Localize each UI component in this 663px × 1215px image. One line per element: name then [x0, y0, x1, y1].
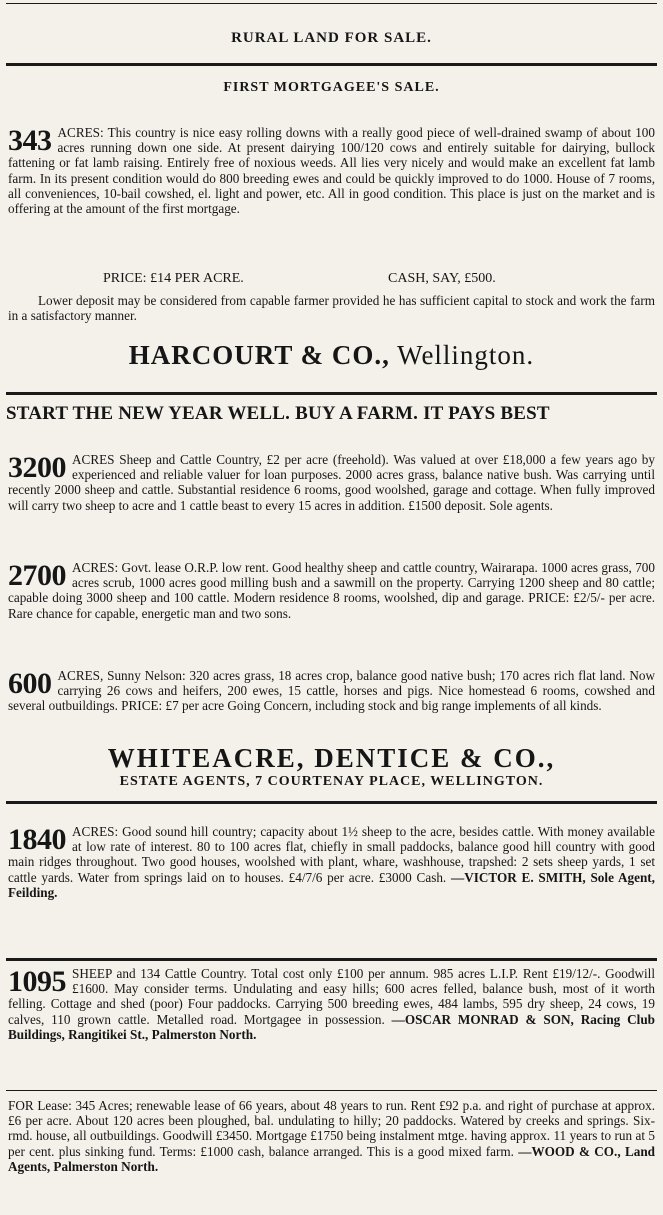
listing-acreage: 600	[8, 667, 52, 700]
listing-1095	[8, 966, 655, 1086]
listing-600	[8, 668, 655, 746]
listing-body: ACRES: Govt. lease O.R.P. low rent. Good healthy sheep and cattle country, Wairarapa. 1000 acres grass, 700 acres scrub, 1000 acres good milling bush and a sawmill on the property. Carrying 1200 sheep and 80 cattle; capable doing 3000 sheep and 100 cattle. Modern residence 8 rooms, woolshed, dip and garage. PRICE: £2/5/- per acre. Rare chance for capable, energetic man and two sons.	[8, 560, 655, 621]
listing-2700	[8, 560, 655, 664]
divider-rule	[6, 801, 657, 804]
price-line	[8, 271, 655, 289]
divider-rule	[6, 1090, 657, 1091]
ad-headline: START THE NEW YEAR WELL. BUY A FARM. IT PAYS BEST	[6, 403, 550, 424]
agency-city: Wellington.	[397, 340, 535, 370]
section-title: RURAL LAND FOR SALE.	[231, 30, 432, 46]
listing-body: ACRES, Sunny Nelson: 320 acres grass, 18 acres crop, balance good native bush; 170 acres rich flat land. Now carrying 26 cows and heifers, 200 ewes, 15 cattle, horses and pigs. Nice homestead 6 rooms, cowshed and several outbuildings. PRICE: £7 per acre Going Concern, including stock and big range implements of all kinds.	[8, 668, 655, 714]
listing-body: FOR Lease: 345 Acres; renewable lease of 66 years, about 48 years to run. Rent £92 p.a. and right of purchase at approx. £6 per acre. About 120 acres been ploughed, bal. undulating to hilly; 20 paddocks. Watered by creeks and springs. Six-rmd. house, all outbuildings. Goodwill £3450. Mortgage £1750 being instalment mtge. having approx. 11 years to run at 5 per cent. plus sinking fund. Terms: £1000 cash, balance arranged. This is a good mixed farm.	[8, 1098, 655, 1159]
listing-1840	[8, 824, 655, 952]
listing-acreage: 1840	[8, 823, 66, 856]
listing-acreage: 343	[8, 124, 52, 157]
agency-address: ESTATE AGENTS, 7 COURTENAY PLACE, WELLINGTON.	[119, 774, 544, 789]
listing-343	[8, 125, 655, 271]
agency-name: WHITEACRE, DENTICE & CO.,	[107, 743, 556, 773]
listing-acreage: 1095	[8, 965, 66, 998]
agent-signature: —VICTOR E. SMITH, Sole Agent, Feilding.	[8, 869, 655, 900]
divider-rule	[6, 958, 657, 961]
section-rule	[6, 63, 657, 66]
listing-acreage: 3200	[8, 451, 66, 484]
listing-body: SHEEP and 134 Cattle Country. Total cost only £100 per annum. 985 acres L.I.P. Rent £19/12/-. Goodwill £1600. May consider terms. Undulating and easy hills; 600 acres felled, balance bush, most of it worth felling. Cottage and shed (poor) Four paddocks. Carrying 500 breeding ewes, 484 lambs, 595 dry sheep, 24 cows, 19 calves, 110 grown cattle. Metalled road. Mortgagee in possession.	[8, 966, 655, 1027]
top-rule	[6, 3, 657, 4]
listing-acreage: 2700	[8, 559, 66, 592]
listing-body: ACRES: Good sound hill country; capacity about 1½ sheep to the acre, besides cattle. With money available at low rate of interest. 80 to 100 acres flat, chiefly in small paddocks, balance good hill country with good main ridges throughout. Two good houses, woolshed with plant, whare, washhouse, trapshed: 2 sets sheep yards, 1 set cattle yards. Water from springs laid on to houses. £4/7/6 per acre. £3000 Cash.	[8, 824, 655, 885]
price-text: PRICE: £14 PER ACRE.	[103, 271, 244, 286]
listing-body: ACRES: This country is nice easy rolling downs with a really good piece of well-drained swamp of about 100 acres running down one side. At present dairying 100/120 cows and entirely suitable for dairying, bullock fattening or fat lamb raising. Entirely free of noxious weeds. All lies very nicely and would make an excellent fat lamb farm. In its present condition would do 800 breeding ewes and could be quickly improved to do 1000. House of 7 rooms, all conveniences, 10-bail cowshed, el. light and power, etc. All in good condition. This place is just on the market and is offering at the amount of the first mortgage.	[8, 125, 655, 217]
listing-3200	[8, 452, 655, 558]
agency-name	[0, 340, 663, 371]
cash-text: CASH, SAY, £500.	[388, 271, 496, 286]
listing-lease	[8, 1098, 655, 1213]
divider-rule	[6, 392, 657, 395]
agent-signature: —WOOD & CO., Land Agents, Palmerston North.	[8, 1143, 655, 1174]
agency-firm: HARCOURT & CO.,	[128, 340, 390, 370]
deposit-note: Lower deposit may be considered from capable farmer provided he has sufficient capital to stock and work the farm in a satisfactory manner.	[8, 293, 655, 324]
agent-signature: —OSCAR MONRAD & SON, Racing Club Buildings, Rangitikei St., Palmerston North.	[8, 1011, 655, 1042]
listing-body: ACRES Sheep and Cattle Country, £2 per acre (freehold). Was valued at over £18,000 a few years ago by experienced and reliable valuer for loan purposes. 2000 acres grass, balance native bush. Was carrying until recently 2000 sheep and cattle. Substantial residence 6 rooms, good woolshed, garage and cottage. When fully improved will carry two sheep to acre and 1 cattle beast to every 15 acres in addition. £1500 deposit. Sole agents.	[8, 452, 655, 513]
ad-subtitle: FIRST MORTGAGEE'S SALE.	[223, 80, 440, 95]
